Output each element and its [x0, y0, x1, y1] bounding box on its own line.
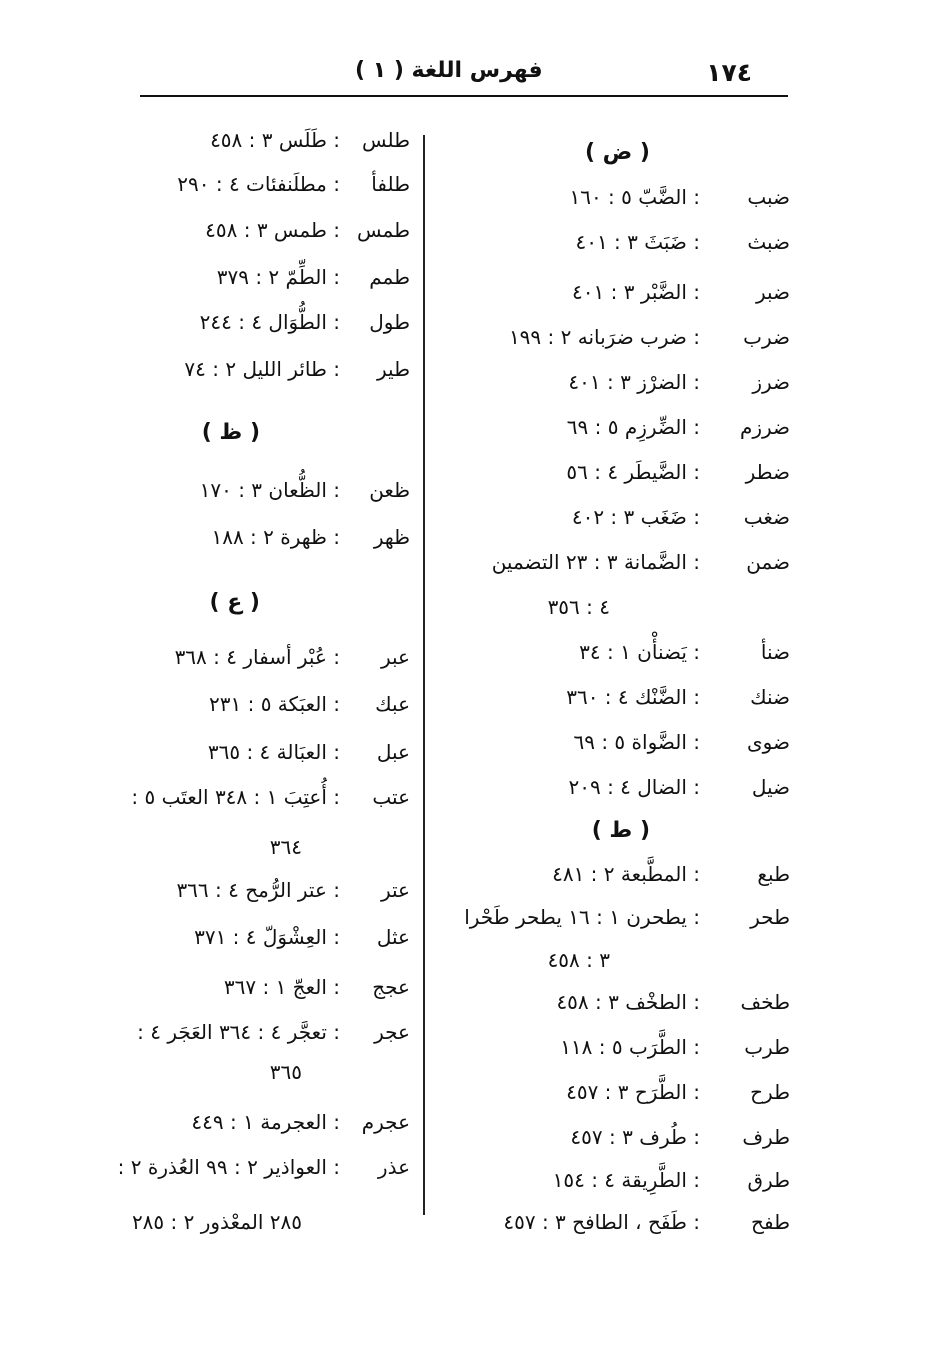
entry-reference: : الظُّعان ٣ : ١٧٠: [199, 478, 340, 502]
entry-root: ضرزم: [739, 415, 790, 439]
entry-root: ضمن: [746, 550, 790, 574]
entry-root: طرح: [750, 1080, 790, 1104]
index-entry: [131, 785, 410, 809]
index-entry: [118, 1155, 410, 1179]
running-title: فهرس اللغة ( ١ ): [355, 58, 543, 83]
index-entry: [566, 1080, 790, 1104]
entry-reference: : الطَّرِيقة ٤ : ١٥٤: [552, 1168, 700, 1192]
entry-root: عذر: [377, 1155, 410, 1179]
index-entry: [566, 460, 790, 484]
entry-root: طمس: [357, 218, 410, 242]
entry-root: طحر: [750, 905, 790, 929]
entry-reference: : يطحرن ١ : ١٦ يطحر طَحْرا: [464, 905, 700, 929]
entry-reference: : العواذير ٢ : ٩٩ العُذرة ٢ :: [117, 1155, 340, 1179]
entry-reference: : الطَّرَح ٣ : ٤٥٧: [566, 1080, 700, 1104]
entry-reference: : العبَكة ٥ : ٢٣١: [209, 692, 340, 716]
index-entry: [572, 280, 790, 304]
index-entry: [177, 172, 410, 196]
entry-root: طبع: [757, 862, 790, 886]
entry-reference: : الطِّمّ ٢ : ٣٧٩: [216, 265, 340, 289]
entry-reference: : العجرمة ١ : ٤٤٩: [191, 1110, 340, 1134]
entry-root: عبر: [380, 645, 410, 669]
entry-root: عجرم: [361, 1110, 410, 1134]
section-letter-heading: ( ط ): [591, 818, 650, 843]
entry-root: طلفأ: [371, 172, 410, 196]
entry-reference: : طائر الليل ٢ : ٧٤: [184, 357, 340, 381]
index-entry: [205, 218, 410, 242]
entry-continuation: ٣ : ٤٥٨: [547, 948, 610, 972]
entry-reference: : الضَّمانة ٣ : ٢٣ التضمين: [491, 550, 700, 574]
index-entry: [209, 692, 410, 716]
index-entry: [553, 1168, 790, 1192]
entry-root: ضبر: [755, 280, 790, 304]
entry-root: عجر: [374, 1020, 410, 1044]
section-letter-heading: ( ظ ): [201, 420, 260, 445]
page-header: [140, 50, 790, 94]
entry-reference: : الطَّرَب ٥ : ١١٨: [560, 1035, 700, 1059]
entry-root: ضوى: [747, 730, 790, 754]
index-entry: [552, 862, 790, 886]
index-entry: [567, 415, 790, 439]
entry-reference: : الضرْز ٣ : ٤٠١: [568, 370, 700, 394]
index-entry: [566, 685, 790, 709]
entry-root: ضيل: [751, 775, 790, 799]
entry-root: طخف: [740, 990, 790, 1014]
entry-reference: : الضال ٤ : ٢٠٩: [568, 775, 700, 799]
entry-root: طول: [369, 310, 410, 334]
entry-reference: : تعجَّر ٤ : ٣٦٤ العَجَر ٤ :: [137, 1020, 340, 1044]
index-entry: [569, 185, 790, 209]
index-entry: [570, 1125, 790, 1149]
entry-reference: : المطَّبعة ٢ : ٤٨١: [552, 862, 700, 886]
entry-root: ضنك: [750, 685, 790, 709]
column-divider: [423, 135, 425, 1215]
entry-root: ضبث: [747, 230, 790, 254]
section-letter-heading: ( ض ): [584, 140, 650, 165]
entry-root: ظعن: [369, 478, 410, 502]
entry-reference: : مطلَنفئات ٤ : ٢٩٠: [177, 172, 340, 196]
section-letter-heading: ( ع ): [209, 590, 260, 615]
entry-reference: : ضَغَب ٣ : ٤٠٢: [571, 505, 700, 529]
index-entry: [200, 310, 410, 334]
entry-root: ظهر: [373, 525, 410, 549]
index-entry: [224, 975, 410, 999]
entry-reference: : طَفَح ، الطافح ٣ : ٤٥٧: [503, 1210, 700, 1234]
index-entry: [573, 730, 790, 754]
entry-root: ضنأ: [760, 640, 790, 664]
index-entry: [503, 1210, 790, 1234]
entry-reference: : ضرب ضرَبانه ٢ : ١٩٩: [508, 325, 700, 349]
entry-reference: : طمس ٣ : ٤٥٨: [205, 218, 340, 242]
index-entry: [184, 357, 410, 381]
entry-reference: : عتر الرُّمح ٤ : ٣٦٦: [176, 878, 340, 902]
index-entry: [175, 645, 410, 669]
entry-root: ضرز: [752, 370, 790, 394]
index-entry: [217, 265, 410, 289]
entry-root: عبك: [375, 692, 410, 716]
entry-root: طلس: [361, 128, 410, 152]
entry-reference: : الضَّيطَر ٤ : ٥٦: [566, 460, 700, 484]
entry-continuation: ٢٨٥ المعْذور ٢ : ٢٨٥: [131, 1210, 302, 1234]
entry-root: عثل: [376, 925, 410, 949]
index-entry: [208, 740, 410, 764]
entry-root: طمم: [369, 265, 410, 289]
index-entry: [572, 505, 790, 529]
entry-reference: : الضَّبّ ٥ : ١٦٠: [569, 185, 700, 209]
index-entry: [194, 925, 410, 949]
index-entry: [568, 775, 790, 799]
entry-reference: : العبَالة ٤ : ٣٦٥: [207, 740, 340, 764]
entry-reference: : ظهرة ٢ : ١٨٨: [211, 525, 340, 549]
entry-reference: : ضَبَثَ ٣ : ٤٠١: [575, 230, 700, 254]
entry-reference: : الضَّنْك ٤ : ٣٦٠: [566, 685, 700, 709]
header-rule: [140, 95, 788, 97]
entry-root: عجج: [372, 975, 410, 999]
index-entry: [137, 1020, 410, 1044]
index-entry: [200, 478, 410, 502]
entry-continuation: ٣٦٥: [269, 1060, 302, 1084]
index-entry: [210, 128, 410, 152]
entry-reference: : الطُّوَال ٤ : ٢٤٤: [199, 310, 340, 334]
index-entry: [575, 230, 790, 254]
entry-reference: : الطخْف ٣ : ٤٥٨: [556, 990, 700, 1014]
entry-root: ضطر: [745, 460, 790, 484]
page-number: ١٧٤: [706, 58, 752, 87]
entry-reference: : طُرف ٣ : ٤٥٧: [570, 1125, 700, 1149]
entry-root: عتر: [380, 878, 410, 902]
entry-root: طرب: [744, 1035, 790, 1059]
entry-root: ضغب: [743, 505, 790, 529]
entry-reference: : العجّ ١ : ٣٦٧: [223, 975, 340, 999]
entry-reference: : طَلَس ٣ : ٤٥٨: [210, 128, 340, 152]
index-entry: [176, 878, 410, 902]
entry-root: طير: [377, 357, 410, 381]
entry-continuation: ٤ : ٣٥٦: [547, 595, 610, 619]
entry-continuation: ٣٦٤: [269, 835, 302, 859]
entry-root: طرف: [742, 1125, 790, 1149]
index-entry: [579, 640, 790, 664]
entry-reference: : الضَّبْر ٣ : ٤٠١: [572, 280, 700, 304]
index-entry: [492, 550, 790, 574]
index-entry: [509, 325, 790, 349]
index-entry: [191, 1110, 410, 1134]
entry-reference: : عُبْر أسفار ٤ : ٣٦٨: [174, 645, 340, 669]
entry-root: عتب: [372, 785, 410, 809]
entry-root: طرق: [747, 1168, 790, 1192]
entry-root: ضبب: [747, 185, 790, 209]
entry-reference: : الضَّواة ٥ : ٦٩: [573, 730, 700, 754]
entry-root: طفح: [751, 1210, 790, 1234]
entry-root: ضرب: [743, 325, 790, 349]
entry-reference: : العِشْوَلّ ٤ : ٣٧١: [194, 925, 340, 949]
entry-root: عبل: [376, 740, 410, 764]
index-entry: [568, 370, 790, 394]
entry-reference: : الضِّرزِم ٥ : ٦٩: [566, 415, 700, 439]
entry-reference: : يَضنأْن ١ : ٣٤: [579, 640, 700, 664]
index-entry: [556, 990, 790, 1014]
index-entry: [211, 525, 410, 549]
entry-reference: : أُعتِبَ ١ : ٣٤٨ العتَب ٥ :: [131, 785, 340, 809]
index-entry: [560, 1035, 790, 1059]
index-entry: [464, 905, 790, 929]
